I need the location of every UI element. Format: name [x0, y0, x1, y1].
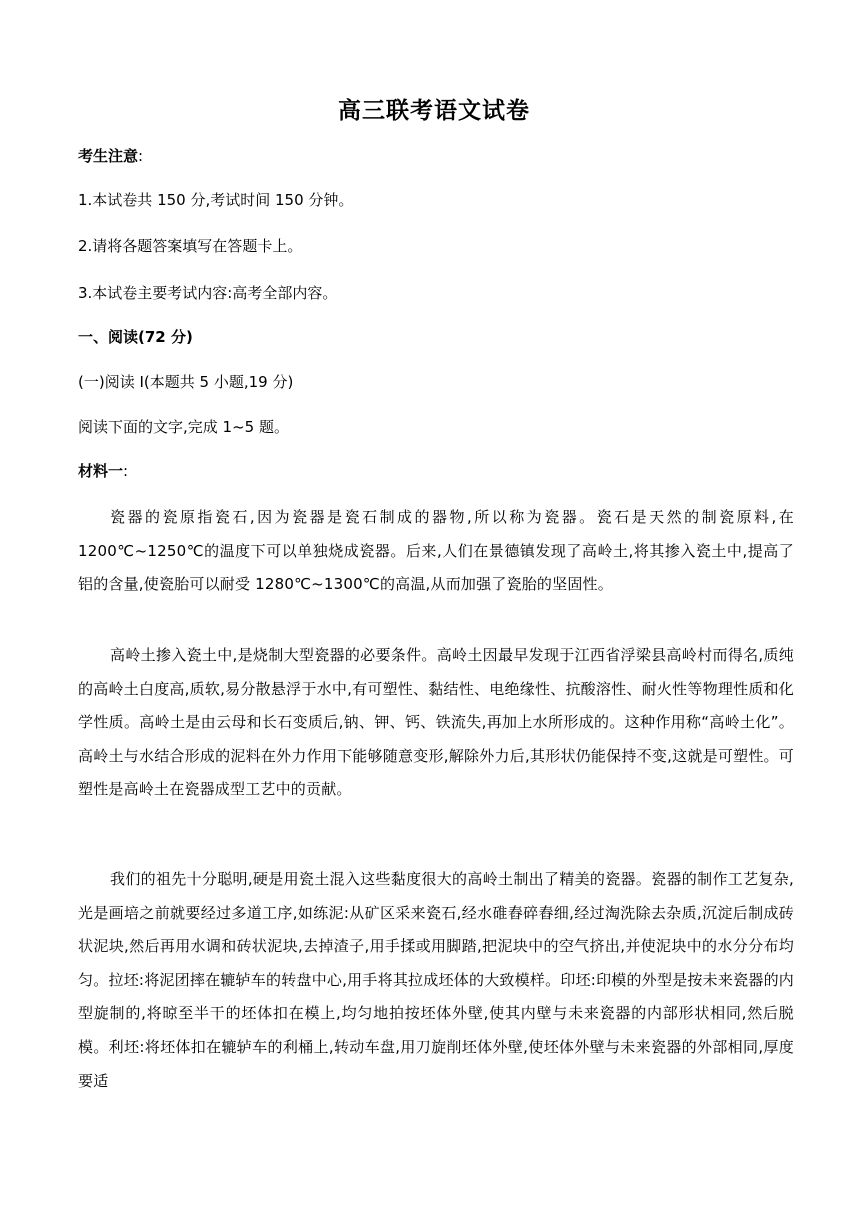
section-heading: 一、阅读(72 分): [78, 328, 193, 346]
subsection-heading: (一)阅读 I(本题共 5 小题,19 分): [78, 373, 294, 391]
material-heading-colon: :: [123, 462, 129, 480]
paragraph-1: 瓷器的瓷原指瓷石,因为瓷器是瓷石制成的器物,所以称为瓷器。瓷石是天然的制瓷原料,在1200℃~1250℃的温度下可以单独烧成瓷器。后来,人们在景德镇发现了高岭土,将其掺入瓷土中,提高了铝的含量,使瓷胎可以耐受 1280℃~1300℃的高温,从而加强了瓷胎的坚固性。: [78, 508, 794, 594]
paragraph-3: 我们的祖先十分聪明,硬是用瓷土混入这些黏度很大的高岭土制出了精美的瓷器。瓷器的制作工艺复杂,光是画培之前就要经过多道工序,如练泥:从矿区采来瓷石,经水碓舂碎舂细,经过淘洗除去杂质,沉淀后制成砖状泥块,然后再用水调和砖状泥块,去掉渣子,用手揉或用脚踏,把泥块中的空气挤出,并使泥块中的水分分布均匀。拉坯:将泥团摔在辘轳车的转盘中心,用手将其拉成坯体的大致模样。印坯:印模的外型是按未来瓷器的内型旋制的,将晾至半干的坯体扣在模上,均匀地拍按坯体外壁,使其内壁与未来瓷器的内部形状相同,然后脱模。利坯:将坯体扣在辘轳车的利桶上,转动车盘,用刀旋削坯体外壁,使坯体外壁与未来瓷器的外部相同,厚度要适: [78, 870, 794, 1090]
notice-heading: 考生注意: [78, 147, 139, 165]
notice-item-3: 3.本试卷主要考试内容:高考全部内容。: [78, 284, 338, 302]
notice-item-2: 2.请将各题答案填写在答题卡上。: [78, 237, 303, 255]
paragraph-2: 高岭土掺入瓷土中,是烧制大型瓷器的必要条件。高岭土因最早发现于江西省浮梁县高岭村而得名,质纯的高岭土白度高,质软,易分散悬浮于水中,有可塑性、黏结性、电绝缘性、抗酸溶性、耐火性等物理性质和化学性质。高岭土是由云母和长石变质后,钠、钾、钙、铁流失,再加上水所形成的。这种作用称“高岭土化”。高岭土与水结合形成的泥料在外力作用下能够随意变形,解除外力后,其形状仍能保持不变,这就是可塑性。可塑性是高岭土在瓷器成型工艺中的贡献。: [78, 646, 794, 799]
notice-heading-line: [78, 146, 143, 166]
page-title: 高三联考语文试卷: [338, 98, 530, 124]
material-heading: 材料一: [78, 462, 124, 480]
notice-item-1: 1.本试卷共 150 分,考试时间 150 分钟。: [78, 191, 354, 209]
notice-heading-colon: :: [138, 147, 144, 165]
instruction-text: 阅读下面的文字,完成 1~5 题。: [78, 418, 289, 436]
material-heading-line: [78, 461, 128, 481]
